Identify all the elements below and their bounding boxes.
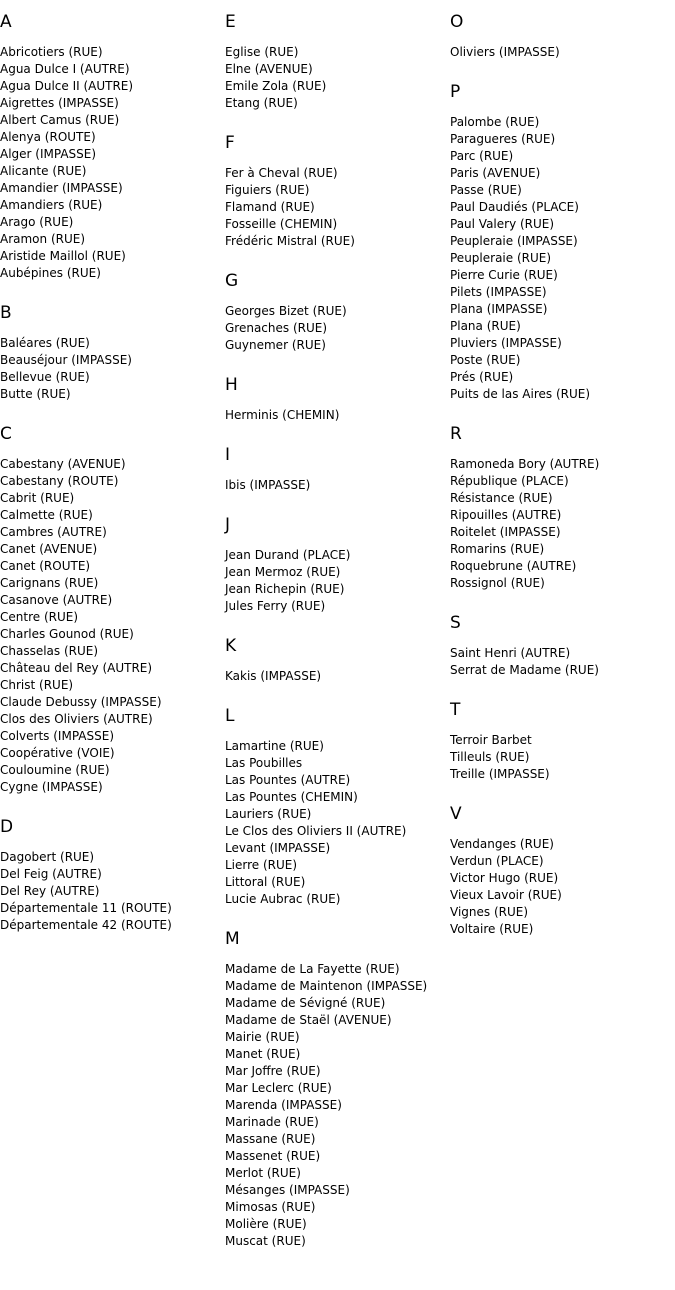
street-list-item: Colverts (IMPASSE) [0,729,114,743]
street-list-item: Le Clos des Oliviers II (AUTRE) [225,824,407,838]
street-list-item: Vendanges (RUE) [450,837,554,851]
street-list-item: Guynemer (RUE) [225,338,326,352]
section-letter-heading: D [0,817,14,837]
street-list-item: Flamand (RUE) [225,200,315,214]
street-list-item: Paul Valery (RUE) [450,217,555,231]
street-list-item: Agua Dulce I (AUTRE) [0,62,130,76]
street-list-item: Madame de La Fayette (RUE) [225,962,400,976]
street-list-item: Mairie (RUE) [225,1030,300,1044]
street-list-item: Pluviers (IMPASSE) [450,336,562,350]
street-list [0,335,225,403]
street-list-item: Baléares (RUE) [0,336,90,350]
street-list-item: Roquebrune (AUTRE) [450,559,577,573]
street-list-item: Del Rey (AUTRE) [0,884,100,898]
street-list-item: Jean Durand (PLACE) [225,548,351,562]
street-list-item: Grenaches (RUE) [225,321,328,335]
letter-section [0,424,225,796]
street-list-item: Cabestany (AVENUE) [0,457,126,471]
street-list-item: Mar Joffre (RUE) [225,1064,321,1078]
street-list [225,44,450,112]
letter-section [225,133,450,250]
street-list [225,738,450,908]
street-list [225,961,450,1250]
street-list [225,165,450,250]
letter-section [225,445,450,494]
street-list-item: Centre (RUE) [0,610,79,624]
street-list-item: Christ (RUE) [0,678,74,692]
section-letter-heading: S [450,613,461,633]
section-letter-heading: L [225,706,235,726]
street-list [450,44,675,61]
street-list-item: Madame de Sévigné (RUE) [225,996,386,1010]
letter-section [0,12,225,282]
section-letter-heading: M [225,929,240,949]
street-list-item: Amandier (IMPASSE) [0,181,123,195]
street-column [225,0,450,1250]
section-letter-heading: V [450,804,462,824]
street-list-item: Pierre Curie (RUE) [450,268,558,282]
section-letter-heading: B [0,303,12,323]
street-list-item: Herminis (CHEMIN) [225,408,340,422]
street-list-item: Aramon (RUE) [0,232,86,246]
street-list [450,645,675,679]
letter-section [225,375,450,424]
letter-section [450,804,675,938]
street-list-item: Levant (IMPASSE) [225,841,331,855]
street-list-item: Résistance (RUE) [450,491,553,505]
letter-section [225,515,450,615]
street-list-item: Puits de las Aires (RUE) [450,387,591,401]
street-list-item: Pilets (IMPASSE) [450,285,547,299]
street-list [450,732,675,783]
street-list [0,456,225,796]
street-list-item: Aristide Maillol (RUE) [0,249,126,263]
street-list-item: Clos des Oliviers (AUTRE) [0,712,153,726]
street-list-item: Aigrettes (IMPASSE) [0,96,119,110]
street-list-item: Etang (RUE) [225,96,298,110]
street-list-item: Lucie Aubrac (RUE) [225,892,341,906]
street-list [225,407,450,424]
street-list-item: Lierre (RUE) [225,858,298,872]
street-list-item: Kakis (IMPASSE) [225,669,322,683]
street-list-item: Cambres (AUTRE) [0,525,107,539]
street-list-item: Ripouilles (AUTRE) [450,508,562,522]
street-list-item: Romarins (RUE) [450,542,545,556]
street-list-item: Dagobert (RUE) [0,850,95,864]
street-list-item: Vignes (RUE) [450,905,529,919]
section-letter-heading: R [450,424,462,444]
street-list-item: Plana (IMPASSE) [450,302,548,316]
street-list-item: Cabestany (ROUTE) [0,474,119,488]
street-list-item: Verdun (PLACE) [450,854,544,868]
street-list-item: Manet (RUE) [225,1047,301,1061]
section-letter-heading: K [225,636,237,656]
street-list-item: Massane (RUE) [225,1132,316,1146]
street-list [450,836,675,938]
street-list-item: République (PLACE) [450,474,569,488]
street-list-item: Emile Zola (RUE) [225,79,327,93]
street-list-item: Voltaire (RUE) [450,922,534,936]
street-list [450,114,675,403]
street-list [450,456,675,592]
street-list-item: Fer à Cheval (RUE) [225,166,338,180]
street-list-item: Victor Hugo (RUE) [450,871,559,885]
street-list-item: Abricotiers (RUE) [0,45,103,59]
street-list-item: Casanove (AUTRE) [0,593,113,607]
street-list-item: Marenda (IMPASSE) [225,1098,342,1112]
section-letter-heading: H [225,375,238,395]
street-list-item: Prés (RUE) [450,370,514,384]
street-list-item: Alenya (ROUTE) [0,130,96,144]
section-letter-heading: P [450,82,461,102]
letter-section [450,82,675,403]
street-list-item: Paris (AVENUE) [450,166,541,180]
street-list-item: Treille (IMPASSE) [450,767,550,781]
street-list [0,849,225,934]
street-list-item: Georges Bizet (RUE) [225,304,347,318]
section-letter-heading: J [225,515,231,535]
street-list-item: Château del Rey (AUTRE) [0,661,153,675]
street-list-item: Mimosas (RUE) [225,1200,316,1214]
street-list-item: Cabrit (RUE) [0,491,75,505]
letter-section [450,700,675,783]
street-list-item: Canet (AVENUE) [0,542,98,556]
street-list-item: Elne (AVENUE) [225,62,313,76]
street-list-item: Roitelet (IMPASSE) [450,525,561,539]
street-list-item: Terroir Barbet [450,733,532,747]
letter-section [450,424,675,592]
street-list [225,547,450,615]
street-list-item: Oliviers (IMPASSE) [450,45,560,59]
letter-section [0,817,225,934]
street-list-item: Ibis (IMPASSE) [225,478,311,492]
street-list-item: Lamartine (RUE) [225,739,324,753]
street-list-item: Palombe (RUE) [450,115,540,129]
street-list-item: Las Pountes (AUTRE) [225,773,351,787]
street-list-item: Massenet (RUE) [225,1149,321,1163]
street-list-item: Albert Camus (RUE) [0,113,120,127]
letter-section [225,271,450,354]
street-list-item: Passe (RUE) [450,183,522,197]
street-list-item: Bellevue (RUE) [0,370,90,384]
street-list-item: Rossignol (RUE) [450,576,545,590]
street-list-item: Marinade (RUE) [225,1115,319,1129]
street-list-item: Ramoneda Bory (AUTRE) [450,457,600,471]
street-list-item: Charles Gounod (RUE) [0,627,134,641]
street-list-item: Mésanges (IMPASSE) [225,1183,350,1197]
street-list-item: Vieux Lavoir (RUE) [450,888,562,902]
street-list-item: Littoral (RUE) [225,875,306,889]
street-list-item: Jean Richepin (RUE) [225,582,345,596]
street-list-item: Calmette (RUE) [0,508,93,522]
street-column [0,0,225,934]
street-list-item: Couloumine (RUE) [0,763,110,777]
street-list [225,477,450,494]
street-list-item: Jean Mermoz (RUE) [225,565,341,579]
street-list-item: Poste (RUE) [450,353,521,367]
street-list-item: Molière (RUE) [225,1217,307,1231]
letter-section [450,12,675,61]
street-list-item: Canet (ROUTE) [0,559,91,573]
street-list-item: Jules Ferry (RUE) [225,599,326,613]
section-letter-heading: T [450,700,461,720]
street-list-item: Del Feig (AUTRE) [0,867,102,881]
street-list-item: Départementale 42 (ROUTE) [0,918,172,932]
letter-section [0,303,225,403]
street-list-item: Carignans (RUE) [0,576,99,590]
section-letter-heading: A [0,12,12,32]
section-letter-heading: I [225,445,231,465]
street-list-item: Serrat de Madame (RUE) [450,663,599,677]
street-list-item: Frédéric Mistral (RUE) [225,234,355,248]
street-list-item: Muscat (RUE) [225,1234,306,1248]
street-list-item: Las Poubilles [225,756,303,770]
street-list-item: Agua Dulce II (AUTRE) [0,79,134,93]
street-list-item: Paul Daudiés (PLACE) [450,200,579,214]
street-list-item: Départementale 11 (ROUTE) [0,901,172,915]
street-list-item: Amandiers (RUE) [0,198,103,212]
street-list-item: Coopérative (VOIE) [0,746,115,760]
street-list-item: Chasselas (RUE) [0,644,99,658]
letter-section [225,636,450,685]
street-list-item: Lauriers (RUE) [225,807,312,821]
street-list-item: Cygne (IMPASSE) [0,780,103,794]
street-list [0,44,225,282]
street-list-item: Peupleraie (RUE) [450,251,552,265]
street-list-item: Beauséjour (IMPASSE) [0,353,132,367]
section-letter-heading: C [0,424,12,444]
street-list-item: Plana (RUE) [450,319,521,333]
street-list-item: Merlot (RUE) [225,1166,301,1180]
street-list-item: Arago (RUE) [0,215,74,229]
street-list-item: Las Pountes (CHEMIN) [225,790,358,804]
letter-section [225,929,450,1250]
street-column [450,0,675,938]
street-list-item: Mar Leclerc (RUE) [225,1081,332,1095]
street-list-item: Tilleuls (RUE) [450,750,530,764]
street-list-item: Aubépines (RUE) [0,266,101,280]
street-list-item: Butte (RUE) [0,387,71,401]
street-list-item: Parc (RUE) [450,149,514,163]
street-list-item: Alger (IMPASSE) [0,147,97,161]
street-list [225,668,450,685]
street-list-item: Figuiers (RUE) [225,183,310,197]
street-list [225,303,450,354]
letter-section [225,706,450,908]
street-list-item: Alicante (RUE) [0,164,87,178]
street-list-item: Claude Debussy (IMPASSE) [0,695,162,709]
street-list-item: Saint Henri (AUTRE) [450,646,571,660]
letter-section [450,613,675,679]
section-letter-heading: O [450,12,464,32]
section-letter-heading: E [225,12,236,32]
section-letter-heading: G [225,271,239,291]
street-list-item: Paragueres (RUE) [450,132,556,146]
street-list-item: Eglise (RUE) [225,45,299,59]
street-list-item: Peupleraie (IMPASSE) [450,234,578,248]
street-list-item: Madame de Maintenon (IMPASSE) [225,979,428,993]
street-list-item: Madame de Staël (AVENUE) [225,1013,392,1027]
letter-section [225,12,450,112]
street-list-item: Fosseille (CHEMIN) [225,217,338,231]
section-letter-heading: F [225,133,235,153]
